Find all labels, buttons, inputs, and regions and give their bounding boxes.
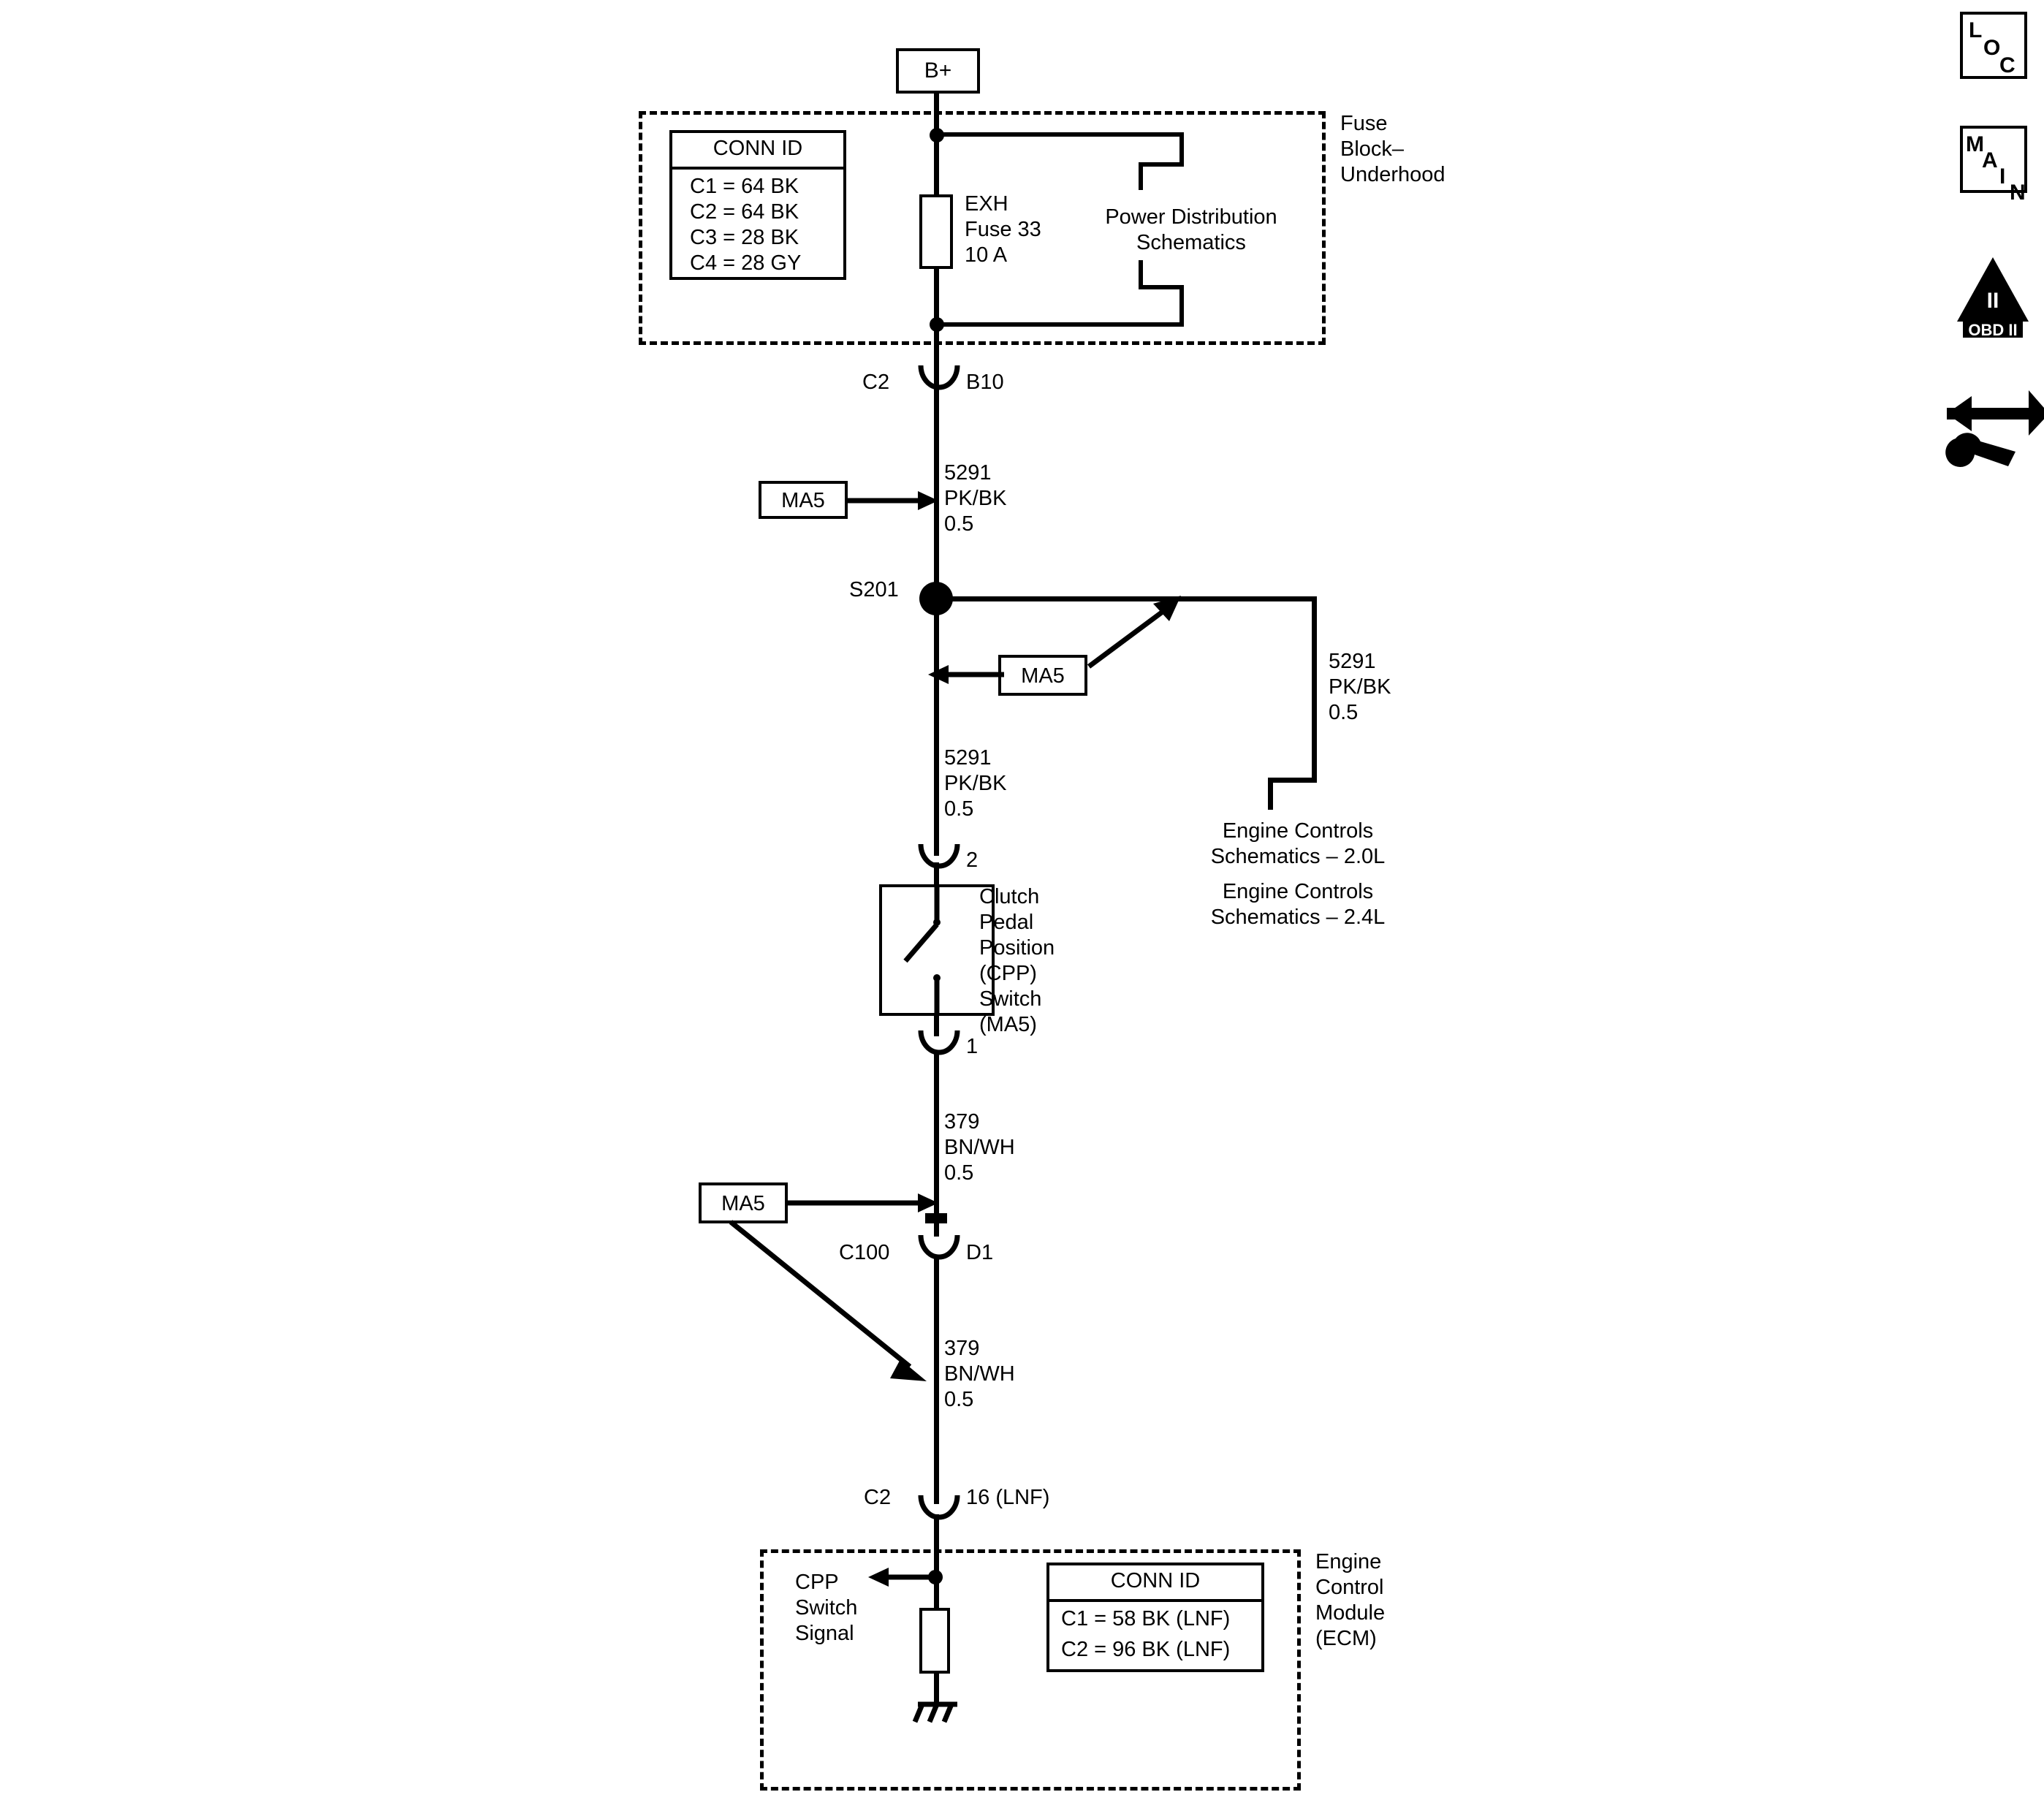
ecm-title-line2: Control bbox=[1315, 1576, 1384, 1599]
fuse-block-title-line2: Block– bbox=[1340, 137, 1405, 161]
connector-c100-pin-label: D1 bbox=[966, 1241, 994, 1264]
connector-ecm-label: C2 bbox=[864, 1486, 892, 1509]
wire-top-color: PK/BK bbox=[944, 487, 1007, 510]
ref-box-ma5-top-label: MA5 bbox=[781, 489, 825, 512]
connector-ecm-symbol bbox=[913, 1495, 965, 1532]
ref-ma5-splice-arrow-left-icon bbox=[928, 658, 1006, 691]
power-distribution-label-line2: Schematics bbox=[1136, 231, 1246, 254]
ref-ma5-splice-arrow-up-icon bbox=[1074, 593, 1191, 674]
cpp-switch-label-line6: (MA5) bbox=[979, 1013, 1037, 1036]
cpp-switch-contact-icon bbox=[879, 884, 995, 1016]
fuse-block-conn-id-row-0: C1 = 64 BK bbox=[690, 175, 799, 198]
wire-bottom-gauge: 0.5 bbox=[944, 1388, 974, 1411]
wire-pd-bottom-up bbox=[1179, 289, 1184, 327]
fuse-block-conn-id-row-2: C3 = 28 BK bbox=[690, 226, 799, 249]
connector-c2-b10-symbol bbox=[913, 365, 965, 402]
wire-pin2-into-switch bbox=[934, 862, 939, 886]
wire-bottom-number: 379 bbox=[944, 1337, 980, 1360]
ecm-signal-label-line2: Switch bbox=[795, 1596, 858, 1620]
ecm-title-line3: Module bbox=[1315, 1601, 1386, 1625]
connector-c2-pin-label: B10 bbox=[966, 371, 1004, 394]
wire-branch-number: 5291 bbox=[1329, 650, 1376, 673]
wire-c100-to-ecm bbox=[934, 1256, 939, 1504]
fuse-block-title-line1: Fuse bbox=[1340, 112, 1388, 135]
ecm-conn-id-divider bbox=[1046, 1599, 1264, 1602]
ecm-conn-id-title: CONN ID bbox=[1110, 1569, 1201, 1592]
ecm-signal-label-line3: Signal bbox=[795, 1622, 854, 1645]
connector-c2-label: C2 bbox=[862, 371, 890, 394]
obd-ii-icon-roman: II bbox=[1986, 289, 1999, 313]
ref-box-ma5-lower-label: MA5 bbox=[721, 1192, 765, 1215]
connector-ecm-pin-label: 16 (LNF) bbox=[966, 1486, 1050, 1509]
loc-icon-letter-l: L bbox=[1969, 18, 1983, 42]
connector-c100-label: C100 bbox=[839, 1241, 890, 1264]
wire-lower-gauge: 0.5 bbox=[944, 1161, 974, 1185]
fuse-label-line2: Fuse 33 bbox=[965, 218, 1041, 241]
connector-switch-pin1-symbol bbox=[913, 1030, 965, 1067]
engine-controls-ref-line2: Schematics – 2.0L bbox=[1210, 845, 1386, 868]
engine-controls-ref-line3: Engine Controls bbox=[1222, 880, 1374, 903]
wire-branch-stub-horizontal bbox=[1268, 778, 1317, 783]
ref-ma5-top-arrow-icon bbox=[848, 484, 940, 517]
wire-mid-gauge: 0.5 bbox=[944, 797, 974, 821]
cpp-switch-label-line5: Switch bbox=[979, 987, 1042, 1011]
ecm-conn-id-row-1: C2 = 96 BK (LNF) bbox=[1061, 1638, 1231, 1661]
ecm-conn-id-row-0: C1 = 58 BK (LNF) bbox=[1061, 1607, 1231, 1630]
fuse-block-conn-id-divider bbox=[669, 167, 846, 170]
loc-icon-letter-c: C bbox=[1999, 53, 2015, 77]
wire-pd-top-down bbox=[1179, 132, 1184, 165]
wire-top-gauge: 0.5 bbox=[944, 512, 974, 536]
wire-c2-to-s201 bbox=[934, 349, 939, 598]
connector-c100-symbol bbox=[913, 1235, 965, 1272]
wire-s201-to-switch bbox=[934, 596, 939, 856]
switch-pin-top-label: 2 bbox=[966, 848, 979, 872]
wire-top-number: 5291 bbox=[944, 461, 992, 485]
fuse-block-conn-id-title: CONN ID bbox=[713, 137, 803, 160]
power-distribution-label-line1: Power Distribution bbox=[1105, 205, 1277, 229]
switch-pin-bottom-label: 1 bbox=[966, 1035, 979, 1058]
main-icon-letter-m: M bbox=[1966, 132, 1984, 156]
wire-lower-color: BN/WH bbox=[944, 1136, 1015, 1159]
wire-branch-color: PK/BK bbox=[1329, 675, 1391, 699]
wire-mid-color: PK/BK bbox=[944, 772, 1007, 795]
loc-icon-letter-o: O bbox=[1983, 36, 2001, 60]
exh-fuse-33 bbox=[919, 194, 953, 269]
engine-controls-ref-line4: Schematics – 2.4L bbox=[1210, 906, 1386, 929]
wire-pd-top-stub bbox=[1139, 162, 1143, 190]
ref-box-ma5-splice-label: MA5 bbox=[1021, 664, 1065, 688]
splice-s201-label: S201 bbox=[849, 578, 899, 601]
wire-pd-top-in bbox=[1139, 162, 1184, 167]
main-icon-letter-i: I bbox=[1999, 164, 2006, 189]
fuse-block-conn-id-row-3: C4 = 28 GY bbox=[690, 251, 802, 275]
fuse-label-line1: EXH bbox=[965, 192, 1008, 216]
wire-c100-tick bbox=[925, 1213, 947, 1223]
wire-pd-bottom-in bbox=[1139, 285, 1184, 289]
connector-switch-pin2-symbol bbox=[913, 844, 965, 881]
ref-ma5-lower-arrow-down-icon bbox=[731, 1213, 943, 1396]
main-icon-letter-n: N bbox=[2010, 181, 2026, 205]
wire-branch-stub-vertical bbox=[1268, 778, 1273, 810]
cpp-switch-label-line2: Pedal bbox=[979, 911, 1034, 934]
ecm-signal-label-line1: CPP bbox=[795, 1571, 839, 1594]
wire-mid-number: 5291 bbox=[944, 746, 992, 770]
wire-lower-number: 379 bbox=[944, 1110, 980, 1134]
cpp-switch-label-line4: (CPP) bbox=[979, 962, 1037, 985]
ecm-title-line1: Engine bbox=[1315, 1550, 1382, 1573]
fuse-block-conn-id-row-1: C2 = 64 BK bbox=[690, 200, 799, 224]
obd-ii-icon-label: OBD II bbox=[1968, 321, 2018, 339]
cpp-switch-label-line1: Clutch bbox=[979, 885, 1040, 908]
wire-to-power-distribution-bottom bbox=[937, 322, 1184, 327]
fuse-block-trunk-bottom bbox=[934, 269, 939, 349]
wire-s201-branch-vertical bbox=[1312, 596, 1317, 783]
ecm-internal-resistor bbox=[919, 1608, 950, 1674]
ecm-title-line4: (ECM) bbox=[1315, 1627, 1377, 1650]
ecm-signal-arrow-icon bbox=[867, 1560, 937, 1595]
main-icon-letter-a: A bbox=[1982, 148, 1998, 172]
fuse-block-title-line3: Underhood bbox=[1340, 163, 1445, 186]
engine-controls-ref-line1: Engine Controls bbox=[1222, 819, 1374, 843]
cpp-switch-label-line3: Position bbox=[979, 936, 1055, 960]
arrows-wrench-icon[interactable] bbox=[1942, 371, 2044, 466]
wire-branch-gauge: 0.5 bbox=[1329, 701, 1359, 724]
battery-supply-label: B+ bbox=[924, 58, 952, 83]
ecm-ground-icon bbox=[906, 1700, 969, 1736]
wire-to-power-distribution-top bbox=[937, 132, 1184, 137]
fuse-label-line3: 10 A bbox=[965, 243, 1008, 267]
wire-pd-bottom-stub bbox=[1139, 260, 1143, 288]
wire-bottom-color: BN/WH bbox=[944, 1362, 1015, 1386]
